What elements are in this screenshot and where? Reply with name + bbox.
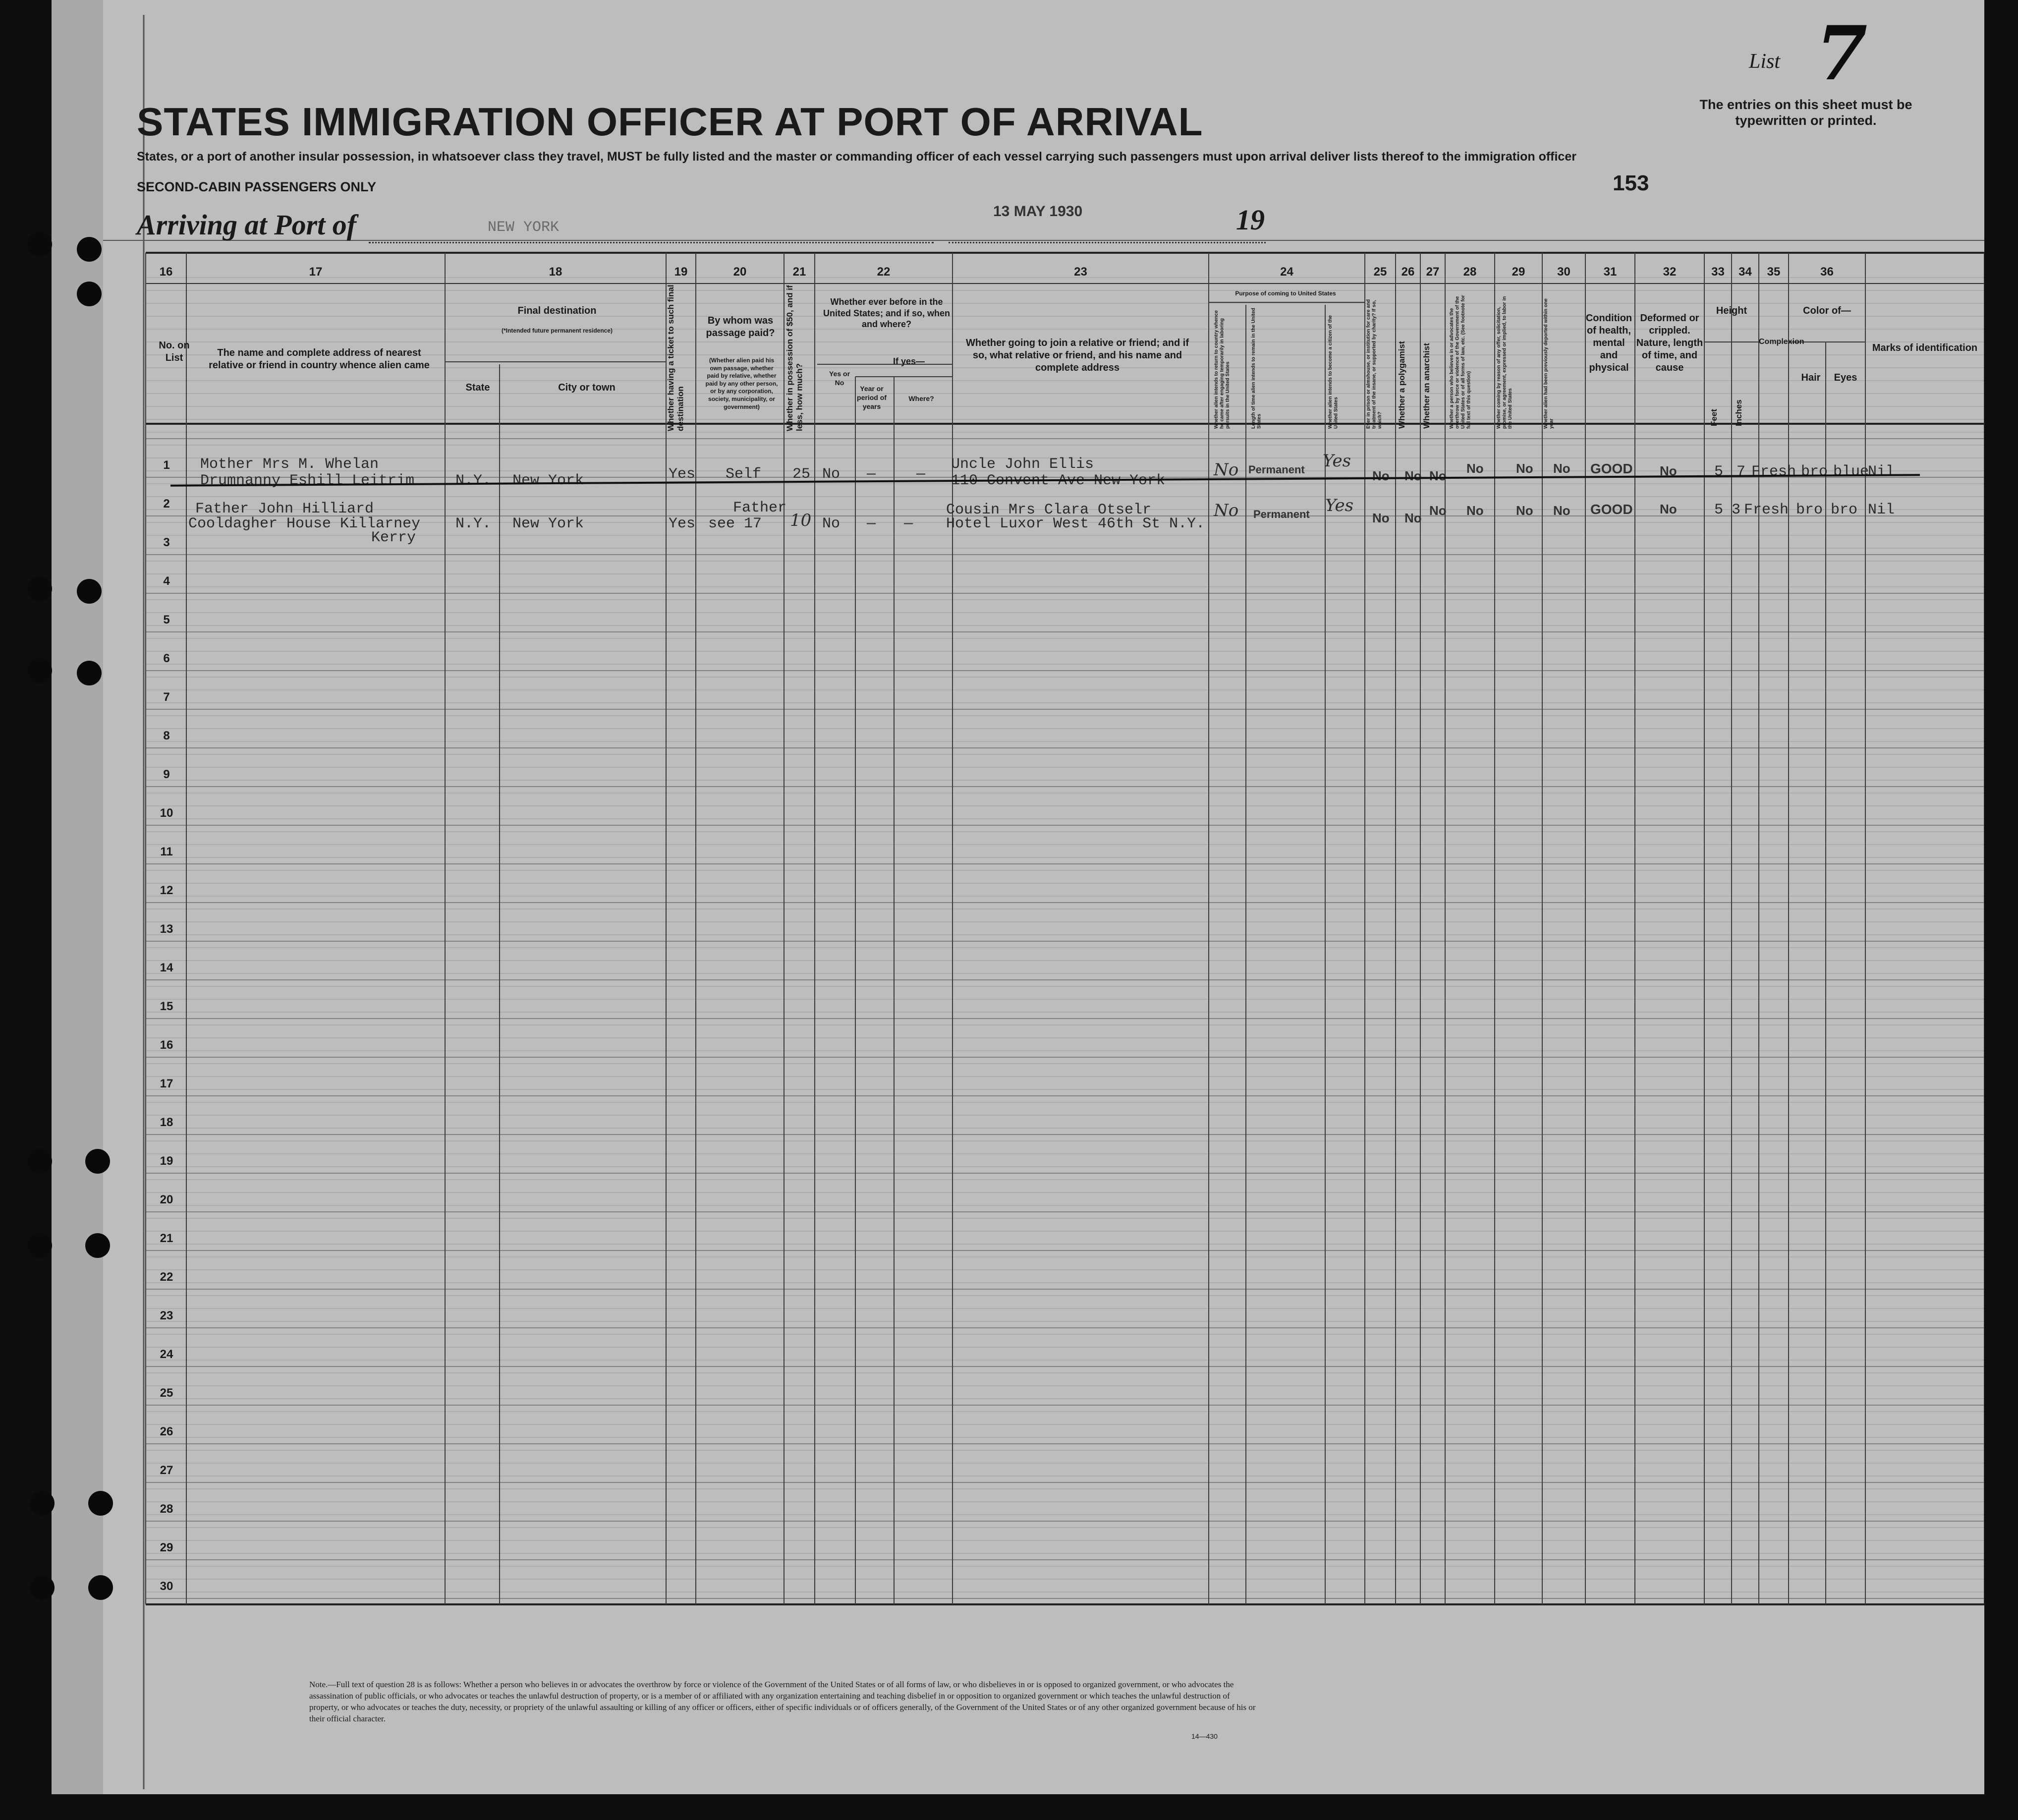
date-stamp: 13 MAY 1930 [993, 203, 1083, 220]
row2-where: — [904, 515, 913, 532]
hdr-money: Whether in possession of $50, and if less, how much? [785, 285, 804, 431]
row-number: 12 [160, 884, 173, 897]
row2-anarchist: No [1429, 503, 1447, 518]
row-number: 21 [160, 1232, 173, 1245]
row2-join-line2: Hotel Luxor West 46th St N.Y. [946, 515, 1205, 532]
column-number: 27 [1426, 265, 1440, 279]
binder-hole [27, 232, 52, 257]
column-number: 31 [1603, 265, 1617, 279]
row1-condition: GOOD [1590, 461, 1633, 476]
hdr-inches: Inches [1734, 399, 1743, 426]
row-number: 1 [163, 458, 170, 472]
hdr-yes-no: Yes or No [829, 370, 850, 387]
row-number: 5 [163, 613, 170, 626]
hdr-feet: Feet [1709, 409, 1719, 426]
row2-inches: 3 [1732, 502, 1741, 518]
hdr-passage-paid: By whom was passage paid? [706, 315, 775, 339]
hdr-if-yes: If yes— [893, 356, 925, 366]
row1-q28: No [1466, 461, 1484, 476]
row2-ticket: Yes [669, 515, 696, 532]
hdr-condition: Condition of health, mental and physical [1585, 313, 1632, 373]
row1-q29: No [1516, 461, 1533, 476]
hdr-city: City or town [558, 382, 616, 393]
row2-state: N.Y. [455, 515, 492, 532]
binder-hole [30, 1575, 55, 1600]
list-label: List [1749, 50, 1781, 73]
column-number: 22 [877, 265, 891, 279]
row2-relative-line1: Father John Hilliard [195, 501, 374, 517]
row2-city: New York [512, 515, 584, 532]
row2-paid-by: see 17 [708, 515, 762, 532]
row1-join-line2: 110 Convent Ave New York [951, 472, 1166, 489]
row1-paid-by: Self [726, 466, 762, 483]
form-number: 14—430 [1191, 1732, 1218, 1740]
column-number: 30 [1557, 265, 1570, 279]
hdr-ticket: Whether having a ticket to such final destination [666, 284, 685, 431]
row2-year: — [867, 515, 876, 532]
row-number: 24 [160, 1348, 173, 1361]
row-number: 19 [160, 1154, 173, 1168]
hdr-height: Height [1716, 305, 1747, 316]
row1-hair: bro [1801, 463, 1828, 480]
date-underline [949, 242, 1266, 243]
port-value: NEW YORK [488, 219, 560, 236]
row1-city: New York [512, 472, 584, 489]
row-number: 16 [160, 1038, 173, 1052]
binder-hole [85, 1149, 110, 1174]
hdr-complexion: Complexion [1759, 338, 1804, 346]
column-number: 21 [792, 265, 806, 279]
row1-relative-line1: Mother Mrs M. Whelan [200, 456, 379, 473]
row1-join-line1: Uncle John Ellis [951, 456, 1094, 473]
row2-eyes: bro [1831, 502, 1858, 518]
hdr-purpose: Purpose of coming to United States [1235, 290, 1336, 297]
binder-hole [27, 576, 52, 601]
row-number: 13 [160, 922, 173, 936]
binder-hole [27, 1233, 52, 1258]
port-underline [369, 242, 934, 243]
binder-hole [77, 282, 102, 306]
row-number: 28 [160, 1502, 173, 1516]
row1-eyes: blue [1833, 463, 1869, 480]
row2-complexion: Fresh [1744, 502, 1789, 518]
footnote-q28: Note.—Full text of question 28 is as follows: Whether a person who believes in or advocates the overthrow by force or violence of the Government of the United States or of all forms of law, or who disbelieves in or is opposed to organized government, or who advocates the assassination of public officials, or who advocates or teaches the unlawful destruction of property, or is a member of or affiliated with any organization entertaining and teaching disbelief in or opposition to organized government or which teaches the unlawful destruction of property, or who advocates or teaches the duty, necessity, or propriety of the unlawful assaulting or killing of any officer or officers, either of specific individuals or of officers generally, of the Government of the United States or of any other organized government because of his or their official character. [309, 1680, 1256, 1723]
column-number: 36 [1820, 265, 1834, 279]
hdr-purpose-a: Whether alien intends to return to country whence he came after engaging temporarily in laboring pursuits in the United States [1214, 310, 1231, 429]
row1-purpose-b: Permanent [1248, 463, 1305, 476]
list-number: 7 [1816, 10, 1868, 97]
row1-anarchist: No [1429, 468, 1447, 483]
binder-hole [27, 658, 52, 683]
row1-purpose-a: No [1214, 460, 1239, 480]
column-number: 20 [733, 265, 747, 279]
row1-polygamist: No [1404, 468, 1422, 483]
hdr-state: State [465, 382, 490, 393]
row2-relative-line3: Kerry [371, 529, 416, 546]
column-number: 28 [1463, 265, 1477, 279]
row-number: 3 [163, 536, 170, 549]
row2-marks: Nil [1868, 502, 1895, 518]
column-number: 29 [1512, 265, 1525, 279]
column-number: 19 [674, 265, 688, 279]
row1-complexion: Fresh [1751, 463, 1796, 480]
row-number: 2 [163, 497, 170, 511]
hdr-deformed: Deformed or crippled. Nature, length of time, and cause [1636, 313, 1703, 373]
row-number: 20 [160, 1193, 173, 1206]
hdr-no-on-list: No. on List [159, 340, 190, 363]
page-subtitle: States, or a port of another insular possession, in whatsoever class they travel, MUST be fully listed and the master or commanding officer of each vessel carrying such passengers must upon arrival deliver lists thereof to the immigration officer [137, 150, 1576, 164]
row-number: 23 [160, 1309, 173, 1322]
binder-hole [27, 1149, 52, 1174]
hdr-q29: Whether coming by reason of any offer, solicitation, promise, or agreement, expressed or implied, to labor in the United States [1496, 296, 1513, 429]
row2-deformed: No [1660, 502, 1677, 516]
hdr-before-us: Whether ever before in the United States; and if so, when and where? [823, 297, 951, 329]
hdr-q28: Whether a person who believes in or advocates the overthrow by force or violence of the Government of the United States or of all forms of law, etc. (See footnote for full text of this question) [1449, 295, 1472, 429]
row1-relative-line2: Drumnanny Eshill Leitrim [200, 472, 415, 489]
typed-notice: The entries on this sheet must be typewritten or printed. [1699, 97, 1912, 128]
row-number: 6 [163, 652, 170, 665]
column-number: 33 [1711, 265, 1725, 279]
binder-hole [77, 579, 102, 604]
row1-q30: No [1553, 461, 1570, 476]
row2-paid-by-line1: Father [733, 500, 787, 516]
hdr-join-relative: Whether going to join a relative or friend; and if so, what relative or friend, and his name and complete address [965, 338, 1189, 373]
row2-hair: bro [1796, 502, 1823, 518]
row1-feet: 5 [1714, 463, 1724, 480]
column-number: 23 [1074, 265, 1087, 279]
hdr-where: Where? [908, 395, 934, 402]
hdr-prison: Ever in prison or almshouse, or institution for care and treatment of the insane, or supported by charity? If so, which? [1366, 299, 1383, 429]
hdr-final-destination: Final destination [517, 305, 597, 316]
row1-prison: No [1372, 468, 1390, 483]
hdr-final-destination-note: (*Intended future permanent residence) [501, 327, 613, 334]
manifest-sheet [52, 0, 1984, 1794]
row2-q29: No [1516, 503, 1533, 518]
row2-money: 10 [790, 511, 812, 530]
row-number: 9 [163, 768, 170, 781]
row2-relative-line2: Cooldagher House Killarney [188, 515, 421, 532]
column-number: 18 [549, 265, 562, 279]
row-number: 30 [160, 1580, 173, 1593]
hdr-purpose-b: Length of time alien intends to remain in the United States [1251, 308, 1262, 429]
row2-before: No [822, 515, 841, 532]
binder-hole [88, 1491, 113, 1516]
row1-marks: Nil [1868, 463, 1895, 480]
hdr-passage-paid-note: (Whether alien paid his own passage, whether paid by relative, whether paid by any other person, or by any corporation, society, municipality, or government) [705, 357, 778, 410]
row2-join-line1: Cousin Mrs Clara Otselr [946, 502, 1152, 518]
page-number: 153 [1613, 171, 1649, 195]
binder-hole [30, 1491, 55, 1516]
row1-purpose-c: Yes [1323, 451, 1351, 471]
row1-ticket: Yes [669, 466, 696, 483]
binder-hole [85, 1233, 110, 1258]
row-number: 17 [160, 1077, 173, 1090]
year-prefix: 19 [1236, 204, 1265, 236]
column-number: 25 [1373, 265, 1387, 279]
column-number: 17 [309, 265, 323, 279]
row1-deformed: No [1660, 463, 1677, 478]
row-number: 8 [163, 729, 170, 742]
row-number: 10 [160, 806, 173, 820]
page-title: STATES IMMIGRATION OFFICER AT PORT OF ARRIVAL [137, 100, 1203, 144]
row2-purpose-c: Yes [1325, 496, 1354, 515]
row2-q28: No [1466, 503, 1484, 518]
hdr-eyes: Eyes [1834, 372, 1857, 383]
arriving-label: Arriving at Port of [137, 209, 357, 241]
second-cabin-label: SECOND-CABIN PASSENGERS ONLY [137, 179, 377, 194]
column-number: 24 [1280, 265, 1293, 279]
row-number: 14 [160, 961, 173, 974]
row2-polygamist: No [1404, 511, 1422, 525]
row-number: 27 [160, 1464, 173, 1477]
hdr-anarchist: Whether an anarchist [1422, 343, 1431, 429]
row2-condition: GOOD [1590, 502, 1633, 517]
column-number: 16 [159, 265, 173, 279]
hdr-polygamist: Whether a polygamist [1397, 341, 1406, 429]
row-number: 15 [160, 1000, 173, 1013]
hdr-hair: Hair [1801, 372, 1821, 383]
binder-hole [77, 237, 102, 262]
binder-hole [88, 1575, 113, 1600]
row-number: 11 [160, 845, 173, 858]
column-number: 35 [1767, 265, 1781, 279]
row1-before: No [822, 466, 841, 483]
row2-prison: No [1372, 511, 1390, 525]
row2-q30: No [1553, 503, 1570, 518]
hdr-year-period: Year or period of years [857, 385, 887, 411]
column-number: 26 [1401, 265, 1415, 279]
row1-state: N.Y. [455, 472, 492, 489]
row2-purpose-b: Permanent [1253, 508, 1310, 520]
row-number: 22 [160, 1270, 173, 1284]
hdr-purpose-c: Whether alien intends to become a citizen of the United States [1328, 315, 1339, 429]
row1-year: — [867, 466, 876, 483]
hdr-marks: Marks of identification [1872, 342, 1978, 353]
row-number: 4 [163, 574, 170, 588]
row1-money: 25 [792, 466, 811, 483]
row-number: 29 [160, 1541, 173, 1554]
row2-feet: 5 [1714, 502, 1724, 518]
row-number: 26 [160, 1425, 173, 1438]
hdr-nearest-relative: The name and complete address of nearest relative or friend in country whence alien came [209, 347, 430, 371]
binder-hole [77, 661, 102, 685]
hdr-q30: Whether alien had been previously deported within one year [1543, 298, 1555, 429]
row1-where: — [916, 466, 926, 483]
row-number: 7 [163, 690, 170, 704]
row1-inches: 7 [1737, 463, 1746, 480]
column-number: 32 [1663, 265, 1677, 279]
hdr-color-of: Color of— [1803, 305, 1851, 316]
row-number: 18 [160, 1116, 173, 1129]
row-number: 25 [160, 1386, 173, 1400]
column-number: 34 [1738, 265, 1752, 279]
row2-purpose-a: No [1214, 501, 1239, 520]
